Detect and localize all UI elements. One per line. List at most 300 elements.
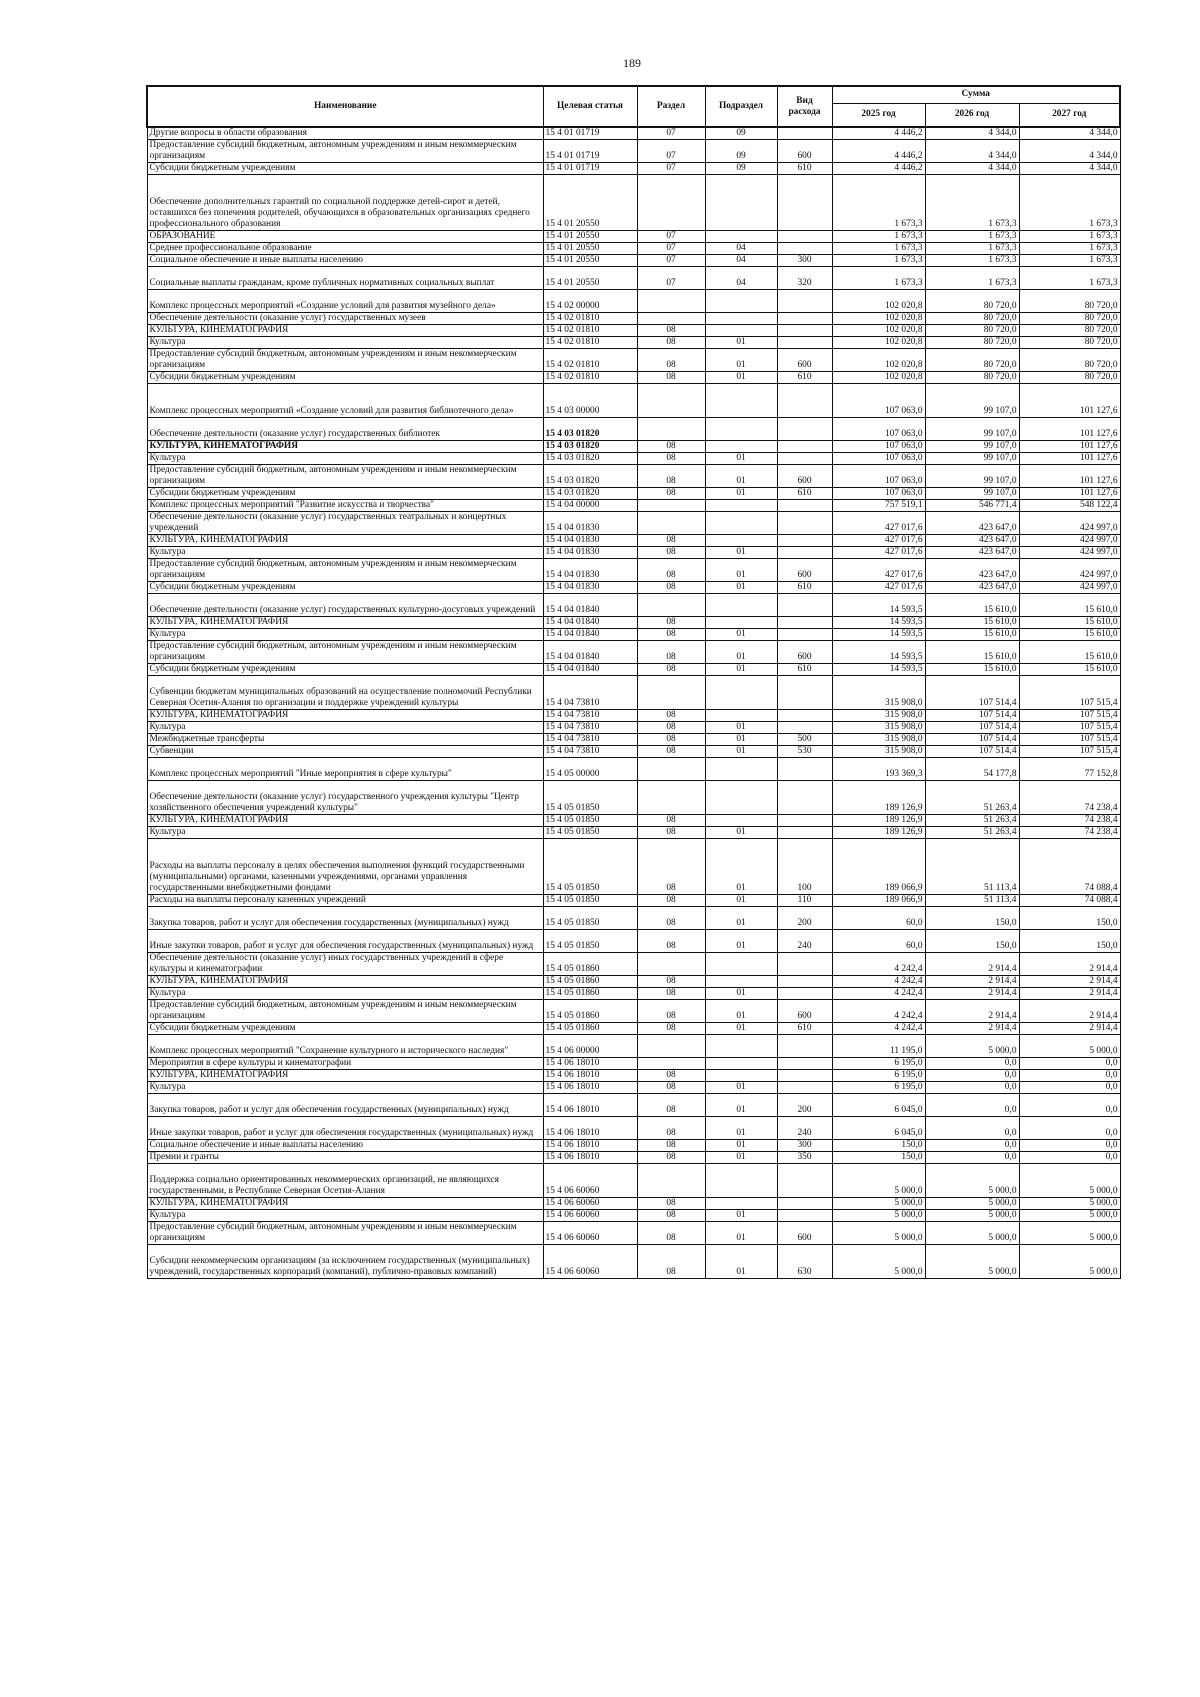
cell-subsection: 04 bbox=[705, 243, 777, 255]
cell-2026: 1 673,3 bbox=[925, 231, 1019, 243]
cell-2026: 80 720,0 bbox=[925, 313, 1019, 325]
cell-2027: 107 515,4 bbox=[1019, 710, 1120, 722]
cell-expense-type bbox=[777, 1058, 832, 1070]
cell-2026: 4 344,0 bbox=[925, 163, 1019, 175]
cell-target: 15 4 06 18010 bbox=[543, 1070, 637, 1082]
cell-target: 15 4 03 01820 bbox=[543, 418, 637, 441]
cell-expense-type bbox=[777, 1035, 832, 1058]
cell-2025: 107 063,0 bbox=[832, 384, 925, 418]
cell-subsection: 01 bbox=[705, 839, 777, 895]
cell-name: Культура bbox=[147, 1082, 543, 1094]
cell-section: 08 bbox=[637, 976, 705, 988]
cell-subsection: 01 bbox=[705, 1222, 777, 1245]
cell-2026: 51 263,4 bbox=[925, 781, 1019, 815]
table-row bbox=[147, 1070, 1120, 1082]
cell-section: 07 bbox=[637, 140, 705, 163]
cell-target: 15 4 05 01860 bbox=[543, 988, 637, 1000]
cell-2025: 1 673,3 bbox=[832, 255, 925, 267]
cell-2027: 15 610,0 bbox=[1019, 629, 1120, 641]
cell-2025: 14 593,5 bbox=[832, 594, 925, 617]
table-body bbox=[147, 127, 1120, 1279]
cell-target: 15 4 04 73810 bbox=[543, 734, 637, 746]
cell-subsection: 01 bbox=[705, 1082, 777, 1094]
cell-2027: 0,0 bbox=[1019, 1094, 1120, 1117]
table-row bbox=[147, 582, 1120, 594]
table-row bbox=[147, 1140, 1120, 1152]
cell-2026: 107 514,4 bbox=[925, 746, 1019, 758]
cell-name: Субсидии бюджетным учреждениям bbox=[147, 1023, 543, 1035]
cell-2027: 101 127,6 bbox=[1019, 465, 1120, 488]
table-row bbox=[147, 781, 1120, 815]
cell-2026: 0,0 bbox=[925, 1082, 1019, 1094]
cell-name: Обеспечение дополнительных гарантий по социальной поддержке детей-сирот и детей, оставшихся без попечения родителей, обучающихся в образовательных организациях среднего профессионального образования bbox=[147, 175, 543, 231]
cell-2027: 0,0 bbox=[1019, 1082, 1120, 1094]
cell-expense-type: 600 bbox=[777, 559, 832, 582]
cell-section: 08 bbox=[637, 629, 705, 641]
cell-2026: 99 107,0 bbox=[925, 465, 1019, 488]
cell-2026: 107 514,4 bbox=[925, 722, 1019, 734]
cell-section: 08 bbox=[637, 488, 705, 500]
cell-name: Обеспечение деятельности (оказание услуг) иных государственных учреждений в сфере культуры и кинематографии bbox=[147, 953, 543, 976]
cell-expense-type: 200 bbox=[777, 907, 832, 930]
cell-2026: 1 673,3 bbox=[925, 243, 1019, 255]
cell-2027: 5 000,0 bbox=[1019, 1245, 1120, 1279]
cell-section: 08 bbox=[637, 1082, 705, 1094]
table-row bbox=[147, 827, 1120, 839]
cell-expense-type bbox=[777, 676, 832, 710]
cell-name: КУЛЬТУРА, КИНЕМАТОГРАФИЯ bbox=[147, 441, 543, 453]
cell-2025: 102 020,8 bbox=[832, 325, 925, 337]
cell-2025: 189 126,9 bbox=[832, 781, 925, 815]
cell-2026: 107 514,4 bbox=[925, 710, 1019, 722]
cell-expense-type: 600 bbox=[777, 1000, 832, 1023]
cell-expense-type: 610 bbox=[777, 488, 832, 500]
cell-subsection bbox=[705, 418, 777, 441]
cell-section: 08 bbox=[637, 453, 705, 465]
table-row bbox=[147, 500, 1120, 512]
cell-section: 08 bbox=[637, 349, 705, 372]
cell-subsection bbox=[705, 976, 777, 988]
table-row bbox=[147, 641, 1120, 664]
cell-name: Культура bbox=[147, 722, 543, 734]
cell-2025: 427 017,6 bbox=[832, 535, 925, 547]
cell-expense-type bbox=[777, 1210, 832, 1222]
cell-2026: 99 107,0 bbox=[925, 488, 1019, 500]
cell-section bbox=[637, 1058, 705, 1070]
cell-target: 15 4 05 01860 bbox=[543, 1023, 637, 1035]
cell-target: 15 4 04 01830 bbox=[543, 582, 637, 594]
cell-name: Культура bbox=[147, 1210, 543, 1222]
cell-subsection: 01 bbox=[705, 488, 777, 500]
table-row bbox=[147, 535, 1120, 547]
cell-expense-type: 110 bbox=[777, 895, 832, 907]
cell-expense-type bbox=[777, 290, 832, 313]
cell-2027: 0,0 bbox=[1019, 1152, 1120, 1164]
cell-name: Обеспечение деятельности (оказание услуг) государственного учреждения культуры "Центр хозяйственного обеспечения учреждений культуры" bbox=[147, 781, 543, 815]
cell-2026: 2 914,4 bbox=[925, 976, 1019, 988]
cell-2025: 4 242,4 bbox=[832, 1000, 925, 1023]
cell-2027: 107 515,4 bbox=[1019, 676, 1120, 710]
cell-2027: 1 673,3 bbox=[1019, 231, 1120, 243]
cell-section: 08 bbox=[637, 582, 705, 594]
cell-2025: 4 242,4 bbox=[832, 988, 925, 1000]
table-row bbox=[147, 1245, 1120, 1279]
cell-2026: 1 673,3 bbox=[925, 175, 1019, 231]
cell-target: 15 4 05 01860 bbox=[543, 1000, 637, 1023]
header-section: Раздел bbox=[637, 86, 705, 127]
cell-2027: 424 997,0 bbox=[1019, 512, 1120, 535]
cell-target: 15 4 04 01840 bbox=[543, 617, 637, 629]
cell-2027: 80 720,0 bbox=[1019, 349, 1120, 372]
cell-section bbox=[637, 758, 705, 781]
cell-expense-type bbox=[777, 231, 832, 243]
cell-target: 15 4 06 60060 bbox=[543, 1198, 637, 1210]
cell-expense-type bbox=[777, 710, 832, 722]
table-row bbox=[147, 1198, 1120, 1210]
cell-2025: 107 063,0 bbox=[832, 453, 925, 465]
cell-2026: 15 610,0 bbox=[925, 664, 1019, 676]
cell-name: Субвенции bbox=[147, 746, 543, 758]
cell-target: 15 4 05 01850 bbox=[543, 895, 637, 907]
cell-2026: 80 720,0 bbox=[925, 290, 1019, 313]
cell-target: 15 4 06 18010 bbox=[543, 1140, 637, 1152]
cell-target: 15 4 04 00000 bbox=[543, 500, 637, 512]
cell-name: Предоставление субсидий бюджетным, автономным учреждениям и иным некоммерческим организациям bbox=[147, 140, 543, 163]
cell-expense-type bbox=[777, 453, 832, 465]
cell-2025: 107 063,0 bbox=[832, 418, 925, 441]
cell-subsection bbox=[705, 594, 777, 617]
cell-subsection: 01 bbox=[705, 1117, 777, 1140]
cell-name: КУЛЬТУРА, КИНЕМАТОГРАФИЯ bbox=[147, 1198, 543, 1210]
cell-expense-type bbox=[777, 1070, 832, 1082]
cell-2026: 0,0 bbox=[925, 1152, 1019, 1164]
cell-2025: 427 017,6 bbox=[832, 512, 925, 535]
cell-name: ОБРАЗОВАНИЕ bbox=[147, 231, 543, 243]
cell-2027: 15 610,0 bbox=[1019, 641, 1120, 664]
cell-2026: 99 107,0 bbox=[925, 384, 1019, 418]
cell-target: 15 4 05 01850 bbox=[543, 907, 637, 930]
table-row bbox=[147, 231, 1120, 243]
cell-2027: 80 720,0 bbox=[1019, 290, 1120, 313]
cell-2026: 99 107,0 bbox=[925, 441, 1019, 453]
cell-subsection: 09 bbox=[705, 163, 777, 175]
cell-expense-type: 100 bbox=[777, 839, 832, 895]
cell-subsection: 01 bbox=[705, 827, 777, 839]
cell-2027: 101 127,6 bbox=[1019, 441, 1120, 453]
table-row bbox=[147, 255, 1120, 267]
cell-name: Социальное обеспечение и иные выплаты населению bbox=[147, 255, 543, 267]
table-row bbox=[147, 267, 1120, 290]
cell-2025: 315 908,0 bbox=[832, 710, 925, 722]
cell-section: 08 bbox=[637, 1023, 705, 1035]
cell-2027: 0,0 bbox=[1019, 1117, 1120, 1140]
cell-2026: 4 344,0 bbox=[925, 140, 1019, 163]
cell-2025: 189 066,9 bbox=[832, 895, 925, 907]
cell-expense-type bbox=[777, 512, 832, 535]
cell-2027: 5 000,0 bbox=[1019, 1222, 1120, 1245]
cell-2026: 0,0 bbox=[925, 1094, 1019, 1117]
table-row bbox=[147, 1164, 1120, 1198]
cell-section: 08 bbox=[637, 547, 705, 559]
cell-section bbox=[637, 1035, 705, 1058]
cell-2025: 193 369,3 bbox=[832, 758, 925, 781]
cell-2027: 2 914,4 bbox=[1019, 988, 1120, 1000]
cell-expense-type: 500 bbox=[777, 734, 832, 746]
cell-section: 08 bbox=[637, 337, 705, 349]
cell-section bbox=[637, 676, 705, 710]
cell-name: Субвенции бюджетам муниципальных образований на осуществление полномочий Республики Северная Осетия-Алания по организации и поддержке учреждений культуры bbox=[147, 676, 543, 710]
cell-section: 08 bbox=[637, 734, 705, 746]
table-header bbox=[147, 86, 1120, 127]
cell-2026: 5 000,0 bbox=[925, 1164, 1019, 1198]
cell-2027: 80 720,0 bbox=[1019, 337, 1120, 349]
cell-section: 08 bbox=[637, 722, 705, 734]
cell-expense-type: 300 bbox=[777, 255, 832, 267]
cell-2025: 1 673,3 bbox=[832, 243, 925, 255]
cell-2025: 6 045,0 bbox=[832, 1117, 925, 1140]
cell-subsection: 01 bbox=[705, 1000, 777, 1023]
cell-name: Субсидии бюджетным учреждениям bbox=[147, 372, 543, 384]
cell-section: 07 bbox=[637, 231, 705, 243]
cell-expense-type bbox=[777, 325, 832, 337]
cell-subsection bbox=[705, 953, 777, 976]
cell-name: Культура bbox=[147, 547, 543, 559]
cell-name: Предоставление субсидий бюджетным, автономным учреждениям и иным некоммерческим организациям bbox=[147, 465, 543, 488]
cell-target: 15 4 03 01820 bbox=[543, 465, 637, 488]
cell-name: Закупка товаров, работ и услуг для обеспечения государственных (муниципальных) нужд bbox=[147, 907, 543, 930]
cell-expense-type bbox=[777, 594, 832, 617]
table-row bbox=[147, 163, 1120, 175]
cell-subsection bbox=[705, 781, 777, 815]
cell-subsection bbox=[705, 384, 777, 418]
cell-2025: 189 126,9 bbox=[832, 827, 925, 839]
cell-2026: 2 914,4 bbox=[925, 988, 1019, 1000]
cell-section: 08 bbox=[637, 372, 705, 384]
cell-subsection: 01 bbox=[705, 349, 777, 372]
cell-section: 08 bbox=[637, 930, 705, 953]
table-row bbox=[147, 488, 1120, 500]
cell-2026: 51 263,4 bbox=[925, 827, 1019, 839]
cell-section bbox=[637, 500, 705, 512]
cell-subsection: 01 bbox=[705, 664, 777, 676]
table-row bbox=[147, 1023, 1120, 1035]
cell-target: 15 4 04 01830 bbox=[543, 535, 637, 547]
header-year-2025: 2025 год bbox=[832, 103, 925, 127]
cell-expense-type: 300 bbox=[777, 1140, 832, 1152]
cell-expense-type bbox=[777, 1198, 832, 1210]
table-row bbox=[147, 1082, 1120, 1094]
cell-2026: 1 673,3 bbox=[925, 255, 1019, 267]
table-row bbox=[147, 664, 1120, 676]
cell-subsection: 01 bbox=[705, 1023, 777, 1035]
cell-expense-type bbox=[777, 1164, 832, 1198]
table-row bbox=[147, 1210, 1120, 1222]
cell-expense-type bbox=[777, 313, 832, 325]
table-row bbox=[147, 930, 1120, 953]
cell-2027: 101 127,6 bbox=[1019, 488, 1120, 500]
cell-name: Культура bbox=[147, 827, 543, 839]
cell-name: Премии и гранты bbox=[147, 1152, 543, 1164]
table-row bbox=[147, 325, 1120, 337]
cell-section: 08 bbox=[637, 559, 705, 582]
header-expense-type: Вид расхода bbox=[777, 86, 832, 127]
cell-2027: 101 127,6 bbox=[1019, 418, 1120, 441]
table-row bbox=[147, 441, 1120, 453]
cell-2025: 6 195,0 bbox=[832, 1082, 925, 1094]
header-name: Наименование bbox=[147, 86, 543, 127]
cell-subsection: 01 bbox=[705, 1152, 777, 1164]
table-row bbox=[147, 175, 1120, 231]
cell-target: 15 4 04 01840 bbox=[543, 629, 637, 641]
cell-expense-type bbox=[777, 1082, 832, 1094]
cell-2025: 757 519,1 bbox=[832, 500, 925, 512]
cell-expense-type bbox=[777, 827, 832, 839]
cell-section: 08 bbox=[637, 988, 705, 1000]
cell-name: КУЛЬТУРА, КИНЕМАТОГРАФИЯ bbox=[147, 976, 543, 988]
cell-target: 15 4 04 01840 bbox=[543, 641, 637, 664]
cell-name: Субсидии бюджетным учреждениям bbox=[147, 488, 543, 500]
cell-name: Расходы на выплаты персоналу в целях обеспечения выполнения функций государственными (муниципальными) органами, казенными учреждениями, органами управления государственными внебюджетными фондами bbox=[147, 839, 543, 895]
cell-2026: 423 647,0 bbox=[925, 547, 1019, 559]
cell-2026: 150,0 bbox=[925, 930, 1019, 953]
cell-2027: 15 610,0 bbox=[1019, 664, 1120, 676]
cell-target: 15 4 02 01810 bbox=[543, 349, 637, 372]
cell-target: 15 4 04 73810 bbox=[543, 710, 637, 722]
cell-target: 15 4 04 01830 bbox=[543, 547, 637, 559]
cell-section: 07 bbox=[637, 243, 705, 255]
cell-2026: 423 647,0 bbox=[925, 559, 1019, 582]
cell-section: 08 bbox=[637, 1000, 705, 1023]
cell-2027: 15 610,0 bbox=[1019, 594, 1120, 617]
cell-2027: 4 344,0 bbox=[1019, 163, 1120, 175]
cell-section bbox=[637, 1164, 705, 1198]
cell-2027: 77 152,8 bbox=[1019, 758, 1120, 781]
cell-2027: 1 673,3 bbox=[1019, 175, 1120, 231]
cell-expense-type bbox=[777, 418, 832, 441]
cell-2027: 1 673,3 bbox=[1019, 243, 1120, 255]
cell-2026: 80 720,0 bbox=[925, 349, 1019, 372]
cell-2027: 150,0 bbox=[1019, 930, 1120, 953]
cell-expense-type: 600 bbox=[777, 465, 832, 488]
cell-2027: 5 000,0 bbox=[1019, 1035, 1120, 1058]
cell-2025: 102 020,8 bbox=[832, 372, 925, 384]
cell-name: Предоставление субсидий бюджетным, автономным учреждениям и иным некоммерческим организациям bbox=[147, 559, 543, 582]
cell-section: 07 bbox=[637, 267, 705, 290]
cell-expense-type: 240 bbox=[777, 1117, 832, 1140]
cell-name: Закупка товаров, работ и услуг для обеспечения государственных (муниципальных) нужд bbox=[147, 1094, 543, 1117]
cell-target: 15 4 04 73810 bbox=[543, 676, 637, 710]
cell-expense-type bbox=[777, 722, 832, 734]
cell-2027: 0,0 bbox=[1019, 1070, 1120, 1082]
cell-name: Предоставление субсидий бюджетным, автономным учреждениям и иным некоммерческим организациям bbox=[147, 349, 543, 372]
cell-target: 15 4 06 60060 bbox=[543, 1164, 637, 1198]
cell-target: 15 4 05 01860 bbox=[543, 953, 637, 976]
cell-section: 08 bbox=[637, 1070, 705, 1082]
table-row bbox=[147, 337, 1120, 349]
table-row bbox=[147, 594, 1120, 617]
cell-subsection: 01 bbox=[705, 465, 777, 488]
cell-2026: 51 263,4 bbox=[925, 815, 1019, 827]
cell-expense-type bbox=[777, 781, 832, 815]
cell-target: 15 4 05 01850 bbox=[543, 827, 637, 839]
table-row bbox=[147, 243, 1120, 255]
cell-subsection: 01 bbox=[705, 734, 777, 746]
cell-name: Комплекс процессных мероприятий "Развитие искусства и творчества" bbox=[147, 500, 543, 512]
table-row bbox=[147, 384, 1120, 418]
table-row bbox=[147, 127, 1120, 140]
cell-expense-type: 600 bbox=[777, 140, 832, 163]
cell-target: 15 4 06 18010 bbox=[543, 1058, 637, 1070]
cell-target: 15 4 05 01850 bbox=[543, 781, 637, 815]
cell-2027: 150,0 bbox=[1019, 907, 1120, 930]
cell-2025: 315 908,0 bbox=[832, 734, 925, 746]
header-subsection: Подраздел bbox=[705, 86, 777, 127]
cell-2027: 548 122,4 bbox=[1019, 500, 1120, 512]
cell-2027: 101 127,6 bbox=[1019, 384, 1120, 418]
cell-subsection bbox=[705, 1164, 777, 1198]
cell-expense-type: 610 bbox=[777, 372, 832, 384]
cell-2025: 5 000,0 bbox=[832, 1198, 925, 1210]
table-row bbox=[147, 815, 1120, 827]
cell-subsection: 09 bbox=[705, 127, 777, 140]
cell-2025: 5 000,0 bbox=[832, 1222, 925, 1245]
cell-2026: 0,0 bbox=[925, 1070, 1019, 1082]
cell-2027: 80 720,0 bbox=[1019, 372, 1120, 384]
cell-2025: 6 045,0 bbox=[832, 1094, 925, 1117]
cell-2027: 424 997,0 bbox=[1019, 559, 1120, 582]
cell-subsection: 01 bbox=[705, 722, 777, 734]
cell-target: 15 4 01 20550 bbox=[543, 243, 637, 255]
cell-target: 15 4 04 01840 bbox=[543, 664, 637, 676]
cell-target: 15 4 06 60060 bbox=[543, 1222, 637, 1245]
cell-2025: 427 017,6 bbox=[832, 547, 925, 559]
cell-subsection bbox=[705, 617, 777, 629]
cell-target: 15 4 06 18010 bbox=[543, 1152, 637, 1164]
cell-target: 15 4 01 01719 bbox=[543, 140, 637, 163]
cell-expense-type bbox=[777, 175, 832, 231]
cell-name: КУЛЬТУРА, КИНЕМАТОГРАФИЯ bbox=[147, 1070, 543, 1082]
cell-name: КУЛЬТУРА, КИНЕМАТОГРАФИЯ bbox=[147, 617, 543, 629]
cell-2025: 14 593,5 bbox=[832, 664, 925, 676]
cell-name: КУЛЬТУРА, КИНЕМАТОГРАФИЯ bbox=[147, 325, 543, 337]
cell-expense-type bbox=[777, 500, 832, 512]
cell-name: Культура bbox=[147, 453, 543, 465]
table-row bbox=[147, 290, 1120, 313]
cell-target: 15 4 02 01810 bbox=[543, 337, 637, 349]
cell-target: 15 4 06 18010 bbox=[543, 1094, 637, 1117]
cell-2025: 315 908,0 bbox=[832, 746, 925, 758]
table-row bbox=[147, 976, 1120, 988]
cell-2025: 60,0 bbox=[832, 930, 925, 953]
cell-2026: 15 610,0 bbox=[925, 594, 1019, 617]
cell-target: 15 4 01 20550 bbox=[543, 231, 637, 243]
cell-2025: 14 593,5 bbox=[832, 641, 925, 664]
cell-section: 08 bbox=[637, 535, 705, 547]
table-row bbox=[147, 1000, 1120, 1023]
cell-name: Субсидии бюджетным учреждениям bbox=[147, 163, 543, 175]
cell-subsection bbox=[705, 1198, 777, 1210]
header-year-2026: 2026 год bbox=[925, 103, 1019, 127]
cell-name: КУЛЬТУРА, КИНЕМАТОГРАФИЯ bbox=[147, 535, 543, 547]
cell-2027: 2 914,4 bbox=[1019, 976, 1120, 988]
cell-subsection: 01 bbox=[705, 453, 777, 465]
cell-2026: 2 914,4 bbox=[925, 1000, 1019, 1023]
cell-2027: 424 997,0 bbox=[1019, 547, 1120, 559]
table-row bbox=[147, 1058, 1120, 1070]
cell-subsection bbox=[705, 676, 777, 710]
cell-2027: 74 238,4 bbox=[1019, 815, 1120, 827]
cell-subsection bbox=[705, 710, 777, 722]
